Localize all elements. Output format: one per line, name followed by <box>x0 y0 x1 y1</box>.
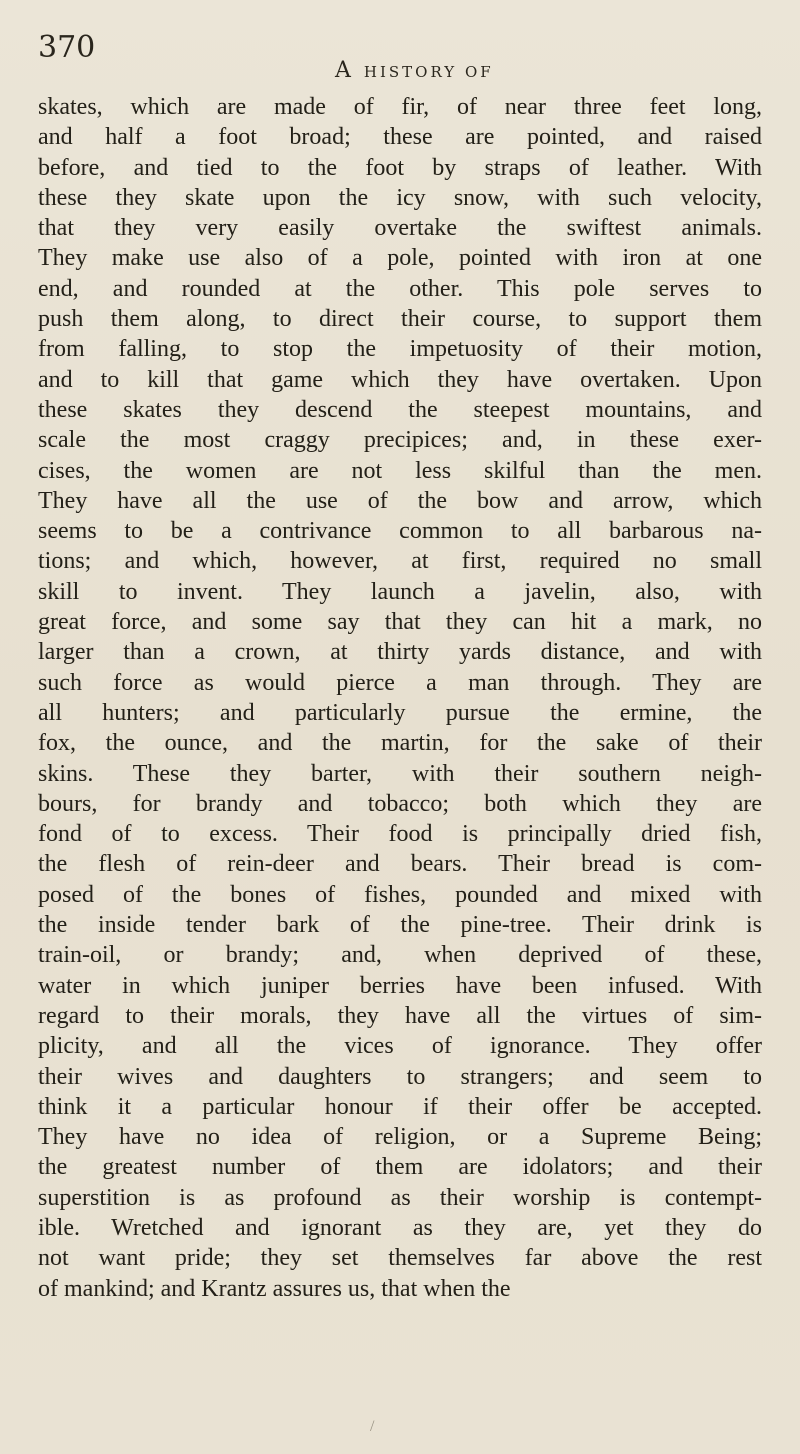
text-line: such force as would pierce a man through. They are <box>38 669 762 696</box>
text-line: superstition is as profound as their worship is contempt- <box>38 1184 762 1211</box>
text-line: the flesh of rein-deer and bears. Their bread is com- <box>38 851 762 878</box>
text-line: not want pride; they set themselves far above the rest <box>38 1245 762 1272</box>
text-line: these they skate upon the icy snow, with such velocity, <box>38 184 762 211</box>
text-line: train-oil, or brandy; and, when deprived of these, <box>38 942 762 969</box>
text-line: ible. Wretched and ignorant as they are, yet they do <box>38 1214 762 1241</box>
text-line: their wives and daughters to strangers; and seem to <box>38 1063 762 1090</box>
text-line: these skates they descend the steepest mountains, and <box>38 396 762 423</box>
text-line: They have no idea of religion, or a Supreme Being; <box>38 1124 762 1151</box>
footer-mark: / <box>370 1418 375 1435</box>
text-line: posed of the bones of fishes, pounded and mixed with <box>38 881 762 908</box>
text-line: from falling, to stop the impetuosity of their motion, <box>38 336 762 363</box>
text-line: cises, the women are not less skilful than the men. <box>38 457 762 484</box>
text-line: end, and rounded at the other. This pole serves to <box>38 275 762 302</box>
running-head <box>335 58 494 83</box>
text-line: seems to be a contrivance common to all barbarous na- <box>38 518 762 545</box>
text-line: all hunters; and particularly pursue the ermine, the <box>38 699 762 726</box>
running-head-first: A <box>335 58 354 83</box>
text-line: and half a foot broad; these are pointed, and raised <box>38 124 762 151</box>
text-line: the greatest number of them are idolators; and their <box>38 1154 762 1181</box>
text-line: push them along, to direct their course, to support them <box>38 306 762 333</box>
text-line: that they very easily overtake the swiftest animals. <box>38 215 762 242</box>
text-line: before, and tied to the foot by straps of leather. With <box>38 154 762 181</box>
text-line: think it a particular honour if their offer be accepted. <box>38 1093 762 1120</box>
text-line: of mankind; and Krantz assures us, that when the <box>38 1275 511 1302</box>
text-line: They have all the use of the bow and arrow, which <box>38 487 762 514</box>
text-line: skates, which are made of fir, of near three feet long, <box>38 94 762 120</box>
text-line: skill to invent. They launch a javelin, also, with <box>38 578 762 605</box>
text-line: larger than a crown, at thirty yards distance, and with <box>38 639 762 666</box>
text-line: and to kill that game which they have overtaken. Upon <box>38 366 762 393</box>
text-line: the inside tender bark of the pine-tree. Their drink is <box>38 912 762 939</box>
page-number: 370 <box>38 30 96 65</box>
text-line: tions; and which, however, at first, required no small <box>38 548 762 575</box>
running-head-rest: HISTORY OF <box>363 63 494 81</box>
text-line: scale the most craggy precipices; and, in these exer- <box>38 427 762 454</box>
text-line: great force, and some say that they can hit a mark, no <box>38 609 762 636</box>
text-line: fox, the ounce, and the martin, for the sake of their <box>38 730 762 757</box>
text-line: skins. These they barter, with their southern neigh- <box>38 760 762 787</box>
body-text <box>38 92 762 1304</box>
text-line: plicity, and all the vices of ignorance. They offer <box>38 1033 762 1060</box>
text-line: water in which juniper berries have been infused. With <box>38 972 762 999</box>
text-line: fond of to excess. Their food is principally dried fish, <box>38 821 762 848</box>
text-line: They make use also of a pole, pointed with iron at one <box>38 245 762 272</box>
text-line: regard to their morals, they have all the virtues of sim- <box>38 1002 762 1029</box>
text-line: bours, for brandy and tobacco; both which they are <box>38 790 762 817</box>
